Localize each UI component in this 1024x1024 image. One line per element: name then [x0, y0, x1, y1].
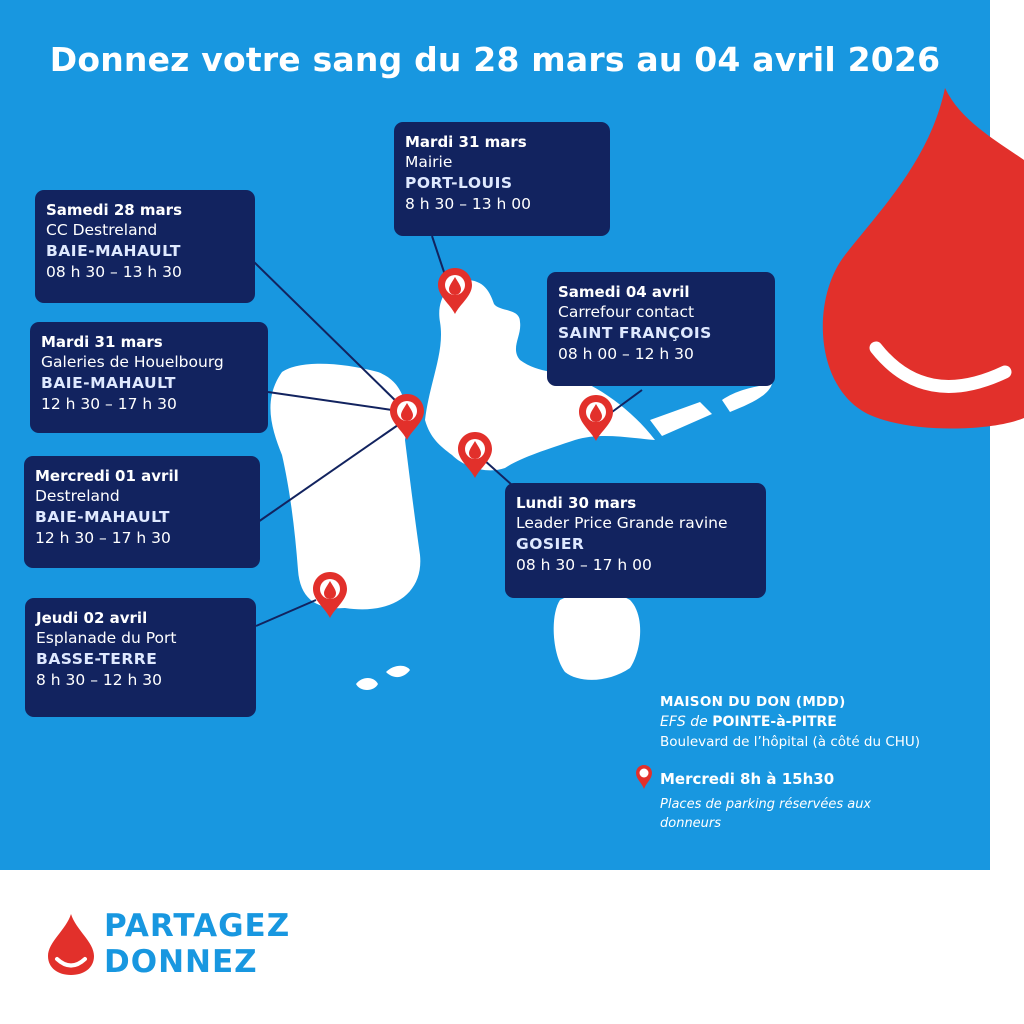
event-hours: 12 h 30 – 17 h 30 [35, 529, 171, 547]
map-pin-icon [635, 764, 653, 792]
event-day: Samedi 04 avril [558, 283, 690, 301]
event-city: GOSIER [516, 535, 585, 553]
event-card-mercredi-01-avril [24, 456, 260, 568]
event-card-lundi-30-mars [505, 483, 766, 598]
island-pointe-chateaux [650, 402, 712, 436]
event-card-mardi-31-mars-port-louis [394, 122, 610, 236]
map-pin-icon [313, 572, 347, 618]
event-hours: 12 h 30 – 17 h 30 [41, 395, 177, 413]
event-day: Lundi 30 mars [516, 494, 637, 512]
logo-line-donnez: DONNEZ [104, 944, 258, 980]
event-card-jeudi-02-avril [25, 598, 256, 717]
event-hours: 08 h 00 – 12 h 30 [558, 345, 694, 363]
event-place: Mairie [405, 153, 453, 171]
island-terre-de-haut [386, 666, 410, 677]
blood-drop-icon [44, 912, 98, 976]
event-hours: 8 h 30 – 12 h 30 [36, 671, 162, 689]
mdd-hours: Mercredi 8h à 15h30 [660, 770, 835, 788]
event-hours: 08 h 30 – 13 h 30 [46, 263, 182, 281]
mdd-efs-line [660, 712, 980, 732]
event-city: PORT-LOUIS [405, 174, 513, 192]
mdd-city: POINTE-à-PITRE [712, 714, 837, 730]
page-title: Donnez votre sang du 28 mars au 04 avril 2026 [49, 40, 941, 79]
mdd-address: Boulevard de l’hôpital (à côté du CHU) [660, 734, 921, 750]
event-day: Samedi 28 mars [46, 201, 183, 219]
event-city: BAIE-MAHAULT [35, 508, 170, 526]
event-day: Mardi 31 mars [405, 133, 527, 151]
mdd-title: MAISON DU DON (MDD) [660, 694, 846, 710]
map-pin-icon [458, 432, 492, 478]
event-place: Destreland [35, 487, 120, 505]
brand-logo-text [104, 908, 290, 980]
event-card-samedi-28-mars [35, 190, 255, 303]
event-hours: 8 h 30 – 13 h 00 [405, 195, 531, 213]
logo-line-partagez: PARTAGEZ [104, 908, 291, 944]
event-day: Mardi 31 mars [41, 333, 163, 351]
event-place: Esplanade du Port [36, 629, 177, 647]
event-city: BASSE-TERRE [36, 650, 158, 668]
event-city: BAIE-MAHAULT [46, 242, 181, 260]
mdd-efs: EFS de [660, 714, 708, 730]
island-terre-de-bas [356, 678, 378, 690]
event-day: Jeudi 02 avril [36, 609, 148, 627]
event-card-mardi-31-mars-houelbourg [30, 322, 268, 433]
island-la-desirade [722, 384, 772, 412]
large-blood-drop-icon [823, 88, 1024, 429]
event-place: Carrefour contact [558, 303, 695, 321]
event-hours: 08 h 30 – 17 h 00 [516, 556, 652, 574]
event-city: BAIE-MAHAULT [41, 374, 176, 392]
island-marie-galante [554, 592, 640, 680]
event-place: Galeries de Houelbourg [41, 353, 224, 371]
maison-du-don-info [660, 693, 980, 752]
event-place: Leader Price Grande ravine [516, 514, 728, 532]
event-place: CC Destreland [46, 221, 158, 239]
event-card-samedi-04-avril [547, 272, 775, 386]
mdd-parking-note: Places de parking réservées aux donneurs [660, 797, 872, 831]
event-city: SAINT FRANÇOIS [558, 324, 712, 342]
event-day: Mercredi 01 avril [35, 467, 179, 485]
